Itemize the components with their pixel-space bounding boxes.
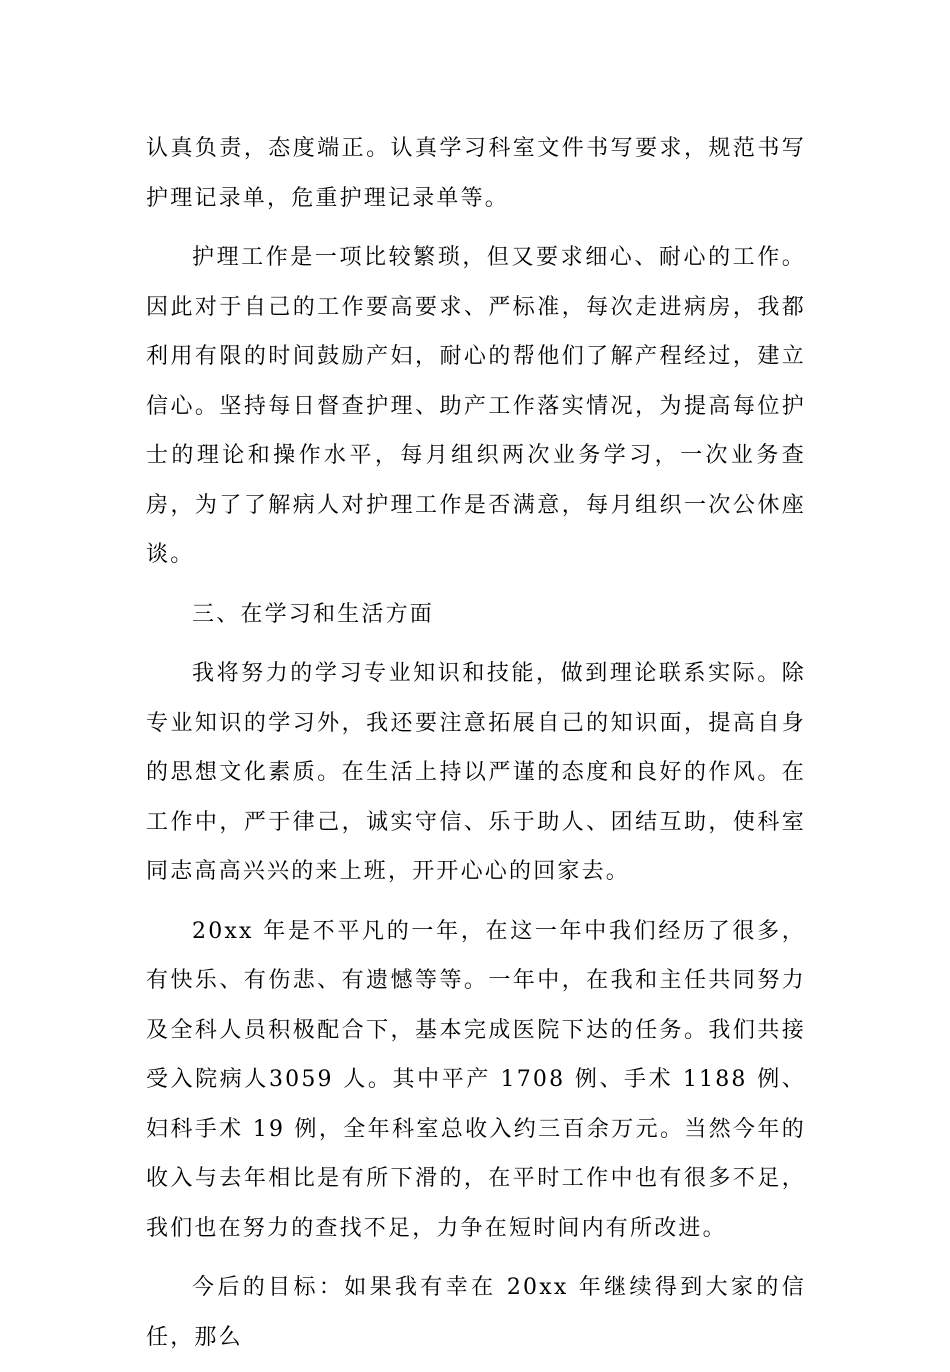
paragraph-5: 今后的目标：如果我有幸在 20xx 年继续得到大家的信任，那么 — [146, 1275, 806, 1350]
paragraph-3: 我将努力的学习专业知识和技能，做到理论联系实际。除专业知识的学习外，我还要注意拓展自己的知识面，提高自身的思想文化素质。在生活上持以严谨的态度和良好的作风。在工作中，严于律己，诚实守信、乐于助人、团结互助，使科室同志高高兴兴的来上班，开开心心的回家去。 — [146, 661, 806, 884]
paragraph-4: 20xx 年是不平凡的一年，在这一年中我们经历了很多，有快乐、有伤悲、有遗憾等等。一年中，在我和主任共同努力及全科人员积极配合下，基本完成医院下达的任务。我们共接受入院病人3059 人。其中平产 1708 例、手术 1188 例、妇科手术 19 例，全年科室总收入约三百余万元。当然今年的收入与去年相比是有所下滑的，在平时工作中也有很多不足，我们也在努力的查找不足，力争在短时间内有所改进。 — [146, 918, 806, 1241]
paragraph-2: 护理工作是一项比较繁琐，但又要求细心、耐心的工作。因此对于自己的工作要高要求、严标准，每次走进病房，我都利用有限的时间鼓励产妇，耐心的帮他们了解产程经过，建立信心。坚持每日督查护理、助产工作落实情况，为提高每位护士的理论和操作水平，每月组织两次业务学习，一次业务查房，为了了解病人对护理工作是否满意，每月组织一次公休座谈。 — [146, 245, 806, 567]
section-heading: 三、在学习和生活方面 — [192, 601, 435, 627]
paragraph-1: 认真负责，态度端正。认真学习科室文件书写要求，规范书写护理记录单，危重护理记录单等。 — [146, 136, 806, 211]
document-body — [146, 124, 806, 1372]
